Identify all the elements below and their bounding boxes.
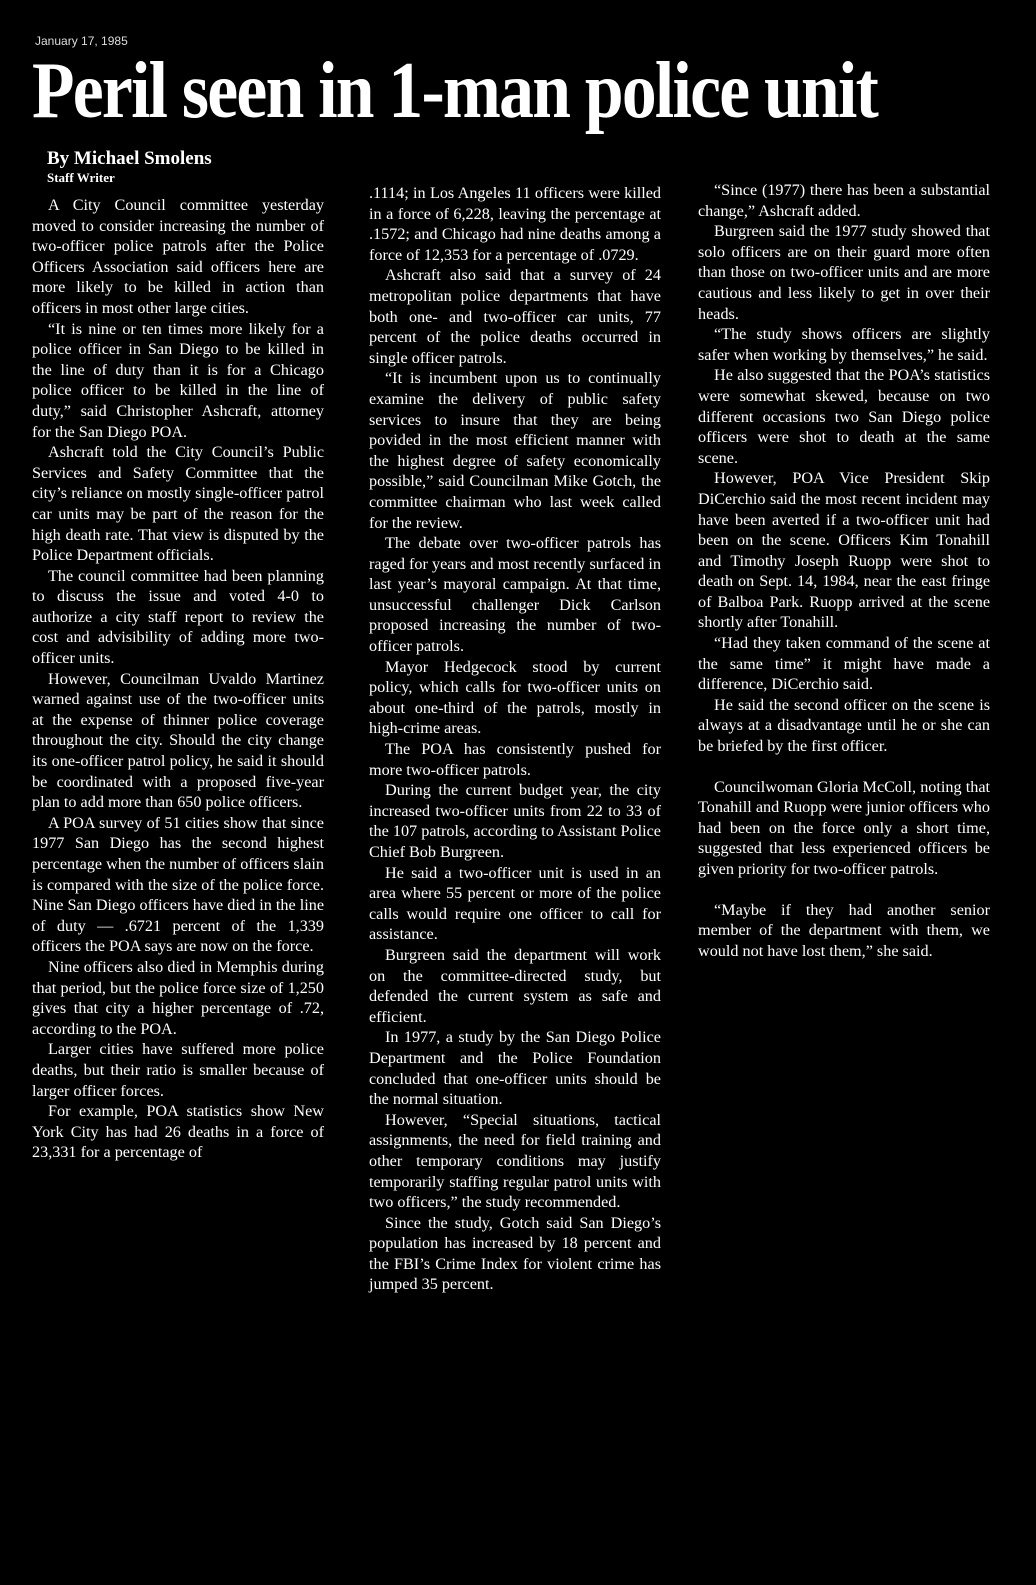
paragraph: A POA survey of 51 cities show that since 1977 San Diego has the second highest percentage when the number of officers slain is compared with the size of the police force. Nine San Diego officers have died in the line of duty — .6721 percent of the 1,339 officers the POA says are now on the force. [32, 813, 324, 956]
paragraph: “Had they taken command of the scene at the same time” it might have made a difference, DiCerchio said. [698, 634, 990, 694]
paragraph: In 1977, a study by the San Diego Police Department and the Police Foundation concluded that one-officer units should be the normal situation. [369, 1028, 661, 1109]
paragraph: The council committee had been planning to discuss the issue and voted 4-0 to authorize a city staff report to review the cost and advisibility of adding more two-officer units. [32, 566, 324, 668]
headline: Peril seen in 1-man police unit [32, 47, 878, 135]
paragraph: “It is nine or ten times more likely for a police officer in San Diego to be killed in the line of duty than it is for a Chicago police officer to be killed in the line of duty,” said Christopher Ashcraft, attorney for the San Diego POA. [32, 319, 324, 441]
paragraph: However, Councilman Uvaldo Martinez warned against use of the two-officer units at the expense of thinner police coverage throughout the city. Should the city change its one-officer patrol policy, he said it should be coordinated with a proposed five-year plan to add more than 650 police officers. [32, 669, 324, 812]
paragraph: For example, POA statistics show New York City has had 26 deaths in a force of 23,331 for a percentage of [32, 1102, 324, 1162]
paragraph: He said a two-officer unit is used in an area where 55 percent or more of the police calls would require one officer to call for assistance. [369, 863, 661, 944]
paragraph: However, “Special situations, tactical assignments, the need for field training and other temporary conditions may justify temporarily staffing regular patrol units with two officers,” the study recommended. [369, 1110, 661, 1212]
paragraph: Mayor Hedgecock stood by current policy, which calls for two-officer units on about one-third of the patrols, mostly in high-crime areas. [369, 657, 661, 738]
paragraph: Since the study, Gotch said San Diego’s population has increased by 18 percent and the FBI’s Crime Index for violent crime has jumped 35 percent. [369, 1213, 661, 1294]
paragraph: However, POA Vice President Skip DiCerchio said the most recent incident may have been averted if a two-officer unit had been on the scene. Officers Kim Tonahill and Timothy Joseph Ruopp were shot to death on Sept. 14, 1984, near the east fringe of Balboa Park. Ruopp arrived at the scene shortly after Tonahill. [698, 469, 990, 632]
paragraph: Larger cities have suffered more police deaths, but their ratio is smaller because of larger officer forces. [32, 1040, 324, 1100]
paragraph: “The study shows officers are slightly safer when working by themselves,” he said. [698, 325, 990, 364]
byline-role: Staff Writer [47, 170, 115, 185]
article-column-1 [32, 195, 324, 1163]
byline: By Michael Smolens [47, 148, 212, 169]
paragraph: Ashcraft also said that a survey of 24 metropolitan police departments that have both one- and two-officer car units, 77 percent of the police deaths occurred in single officer patrols. [369, 266, 661, 367]
paragraph: Burgreen said the department will work on the committee-directed study, but defended the current system as safe and efficient. [369, 945, 661, 1026]
article-column-3 [698, 180, 990, 961]
paragraph: The debate over two-officer patrols has raged for years and most recently surfaced in last year’s mayoral campaign. At that time, unsuccessful challenger Dick Carlson proposed increasing the number of two-officer patrols. [369, 534, 661, 656]
publication-date: January 17, 1985 [35, 34, 128, 48]
paragraph: During the current budget year, the city increased two-officer units from 22 to 33 of the 107 patrols, according to Assistant Police Chief Bob Burgreen. [369, 781, 661, 861]
paragraph: “It is incumbent upon us to continually examine the delivery of public safety services to insure that they are being povided in the most efficient manner with the highest degree of safety economically possible,” said Councilman Mike Gotch, the committee chairman who last week called for the review. [369, 369, 661, 532]
paragraph: A City Council committee yesterday moved to consider increasing the number of two-officer police patrols after the Police Officers Association said officers here are more likely to be killed in action than officers in most other large cities. [32, 196, 324, 317]
paragraph: Nine officers also died in Memphis during that period, but the police force size of 1,250 gives that city a higher percentage of .72, according to the POA. [32, 957, 324, 1038]
paragraph: He said the second officer on the scene is always at a disadvantage until he or she can be briefed by the first officer. [698, 695, 990, 756]
article-column-2 [369, 183, 661, 1295]
paragraph: “Maybe if they had another senior member of the department with them, we would not have lost them,” she said. [698, 900, 990, 960]
paragraph: The POA has consistently pushed for more two-officer patrols. [369, 740, 661, 779]
paragraph: Burgreen said the 1977 study showed that solo officers are on their guard more often than those on two-officer units and are more cautious and less likely to get in over their heads. [698, 222, 990, 323]
paragraph: Councilwoman Gloria McColl, noting that Tonahill and Ruopp were junior officers who had been on the force only a short time, suggested that less experienced officers be given priority for two-officer patrols. [698, 777, 990, 878]
paragraph: He also suggested that the POA’s statistics were somewhat skewed, because on two different occasions two San Diego police officers were shot to death at the same scene. [698, 366, 990, 467]
paragraph: Ashcraft told the City Council’s Public Services and Safety Committee that the city’s reliance on mostly single-officer patrol car units may be part of the reason for the high death rate. That view is disputed by the Police Department officials. [32, 443, 324, 565]
paragraph: “Since (1977) there has been a substantial change,” Ashcraft added. [698, 181, 990, 220]
paragraph: .1114; in Los Angeles 11 officers were killed in a force of 6,228, leaving the percentage at .1572; and Chicago had nine deaths among a force of 12,353 for a percentage of .0729. [369, 184, 661, 264]
